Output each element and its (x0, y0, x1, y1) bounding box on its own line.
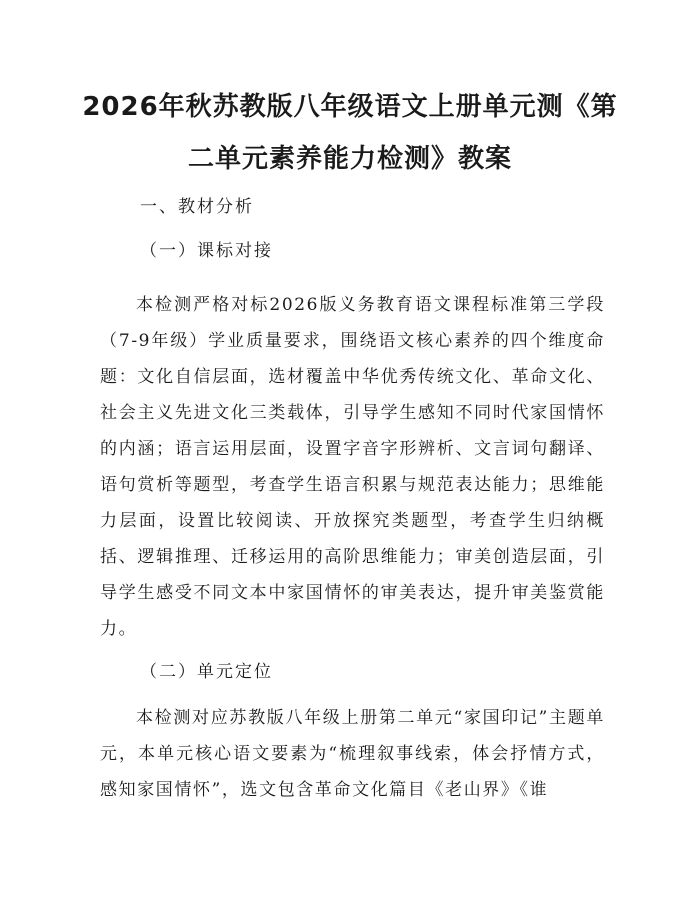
paragraph-unit-positioning: 本检测对应苏教版八年级上册第二单元“家国印记”主题单元，本单元核心语文要素为“梳理叙事线索，体会抒情方式，感知家国情怀”，选文包含革命文化篇目《老山界》《谁 (100, 708, 605, 800)
document-title-line-2: 二单元素养能力检测》教案 (187, 144, 512, 174)
document-title-line-1: 2026年秋苏教版八年级语文上册单元测《第 (82, 92, 618, 122)
subsection-heading-unit-positioning: （二）单元定位 (140, 662, 273, 682)
paragraph-curriculum-alignment: 本检测严格对标2026版义务教育语文课程标准第三学段（7-9年级）学业质量要求，围绕语文核心素养的四个维度命题：文化自信层面，选材覆盖中华优秀传统文化、革命文化、社会主义先进文化三类载体，引导学生感知不同时代家国情怀的内涵；语言运用层面，设置字音字形辨析、文言词句翻译、语句赏析等题型，考查学生语言积累与规范表达能力；思维能力层面，设置比较阅读、开放探究类题型，考查学生归纳概括、逻辑推理、迁移运用的高阶思维能力；审美创造层面，引导学生感受不同文本中家国情怀的审美表达，提升审美鉴赏能力。 (100, 295, 605, 639)
section-heading-textbook-analysis: 一、教材分析 (140, 197, 254, 217)
subsection-heading-curriculum-alignment: （一）课标对接 (140, 241, 273, 261)
